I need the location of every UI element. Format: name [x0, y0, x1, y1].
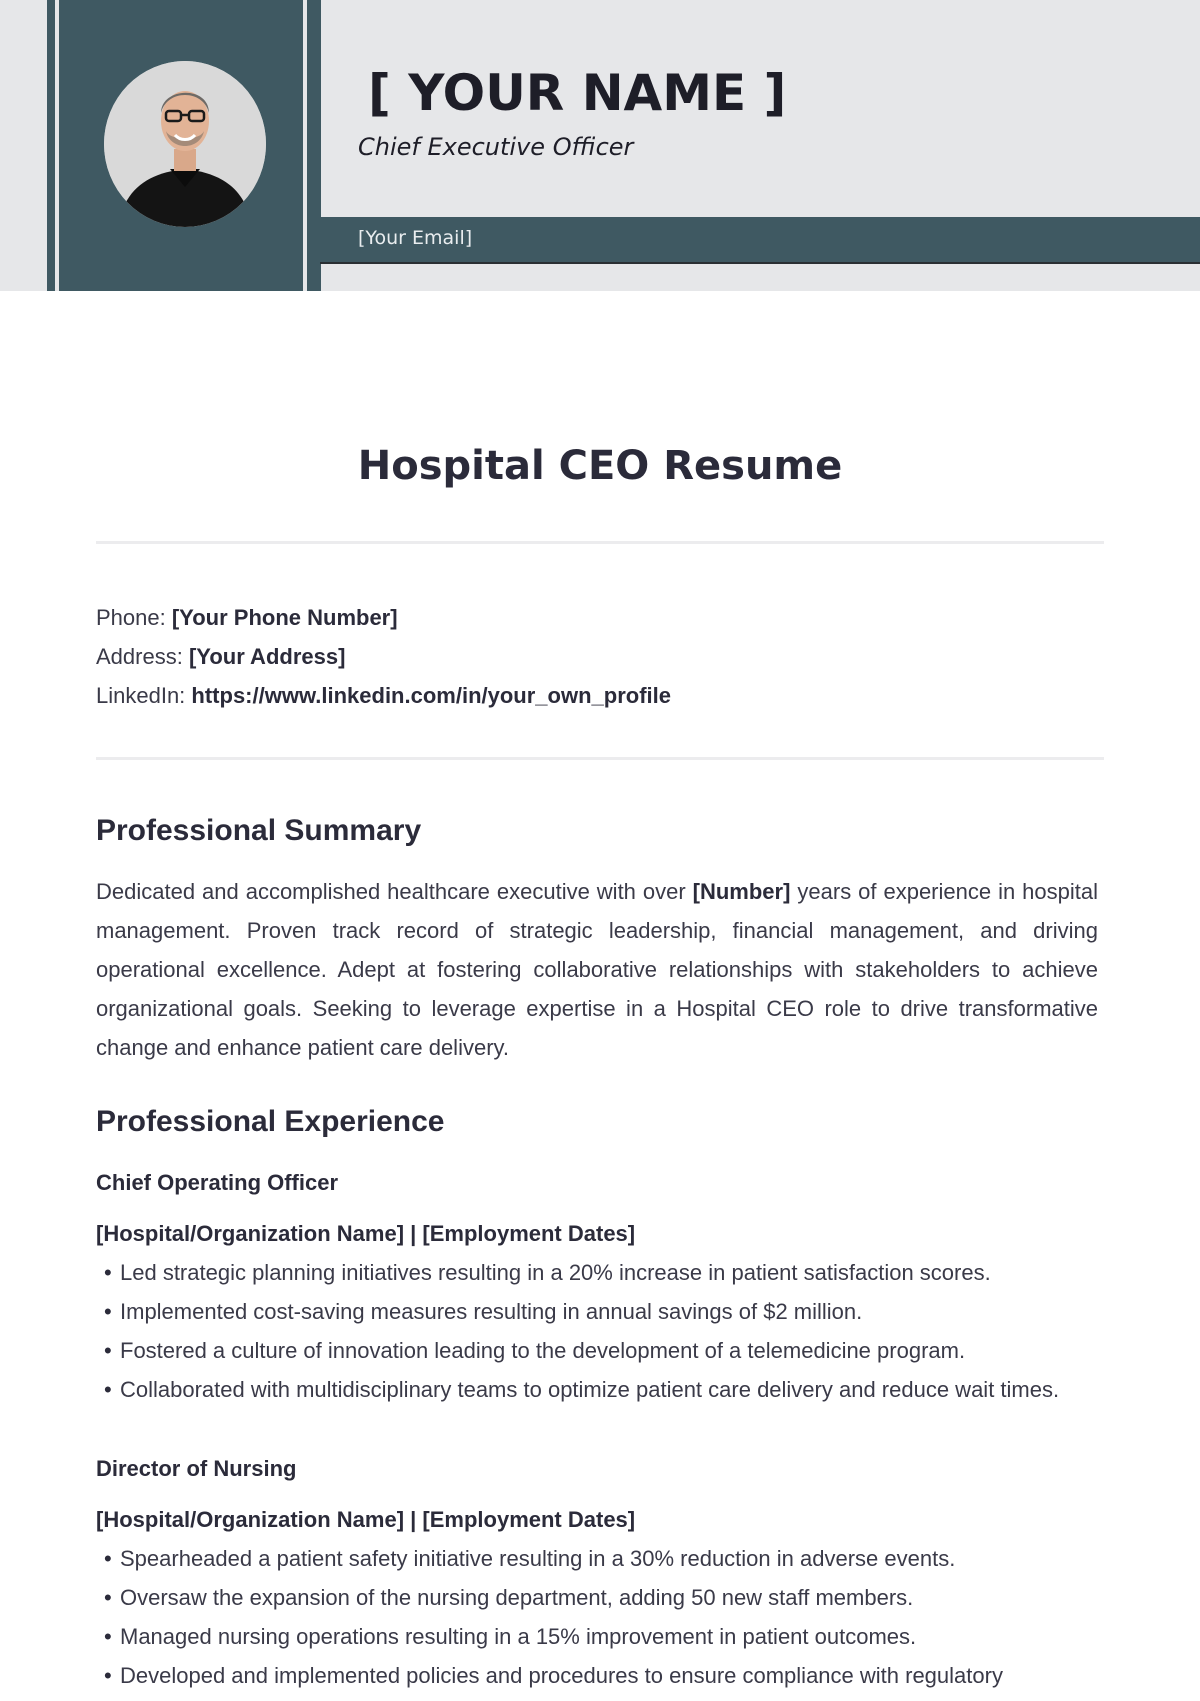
bullet-item: • Collaborated with multidisciplinary teams to optimize patient care delivery and reduce wait times. [96, 1370, 1106, 1409]
bullet-item: • Led strategic planning initiatives resulting in a 20% increase in patient satisfaction scores. [96, 1253, 1106, 1292]
bullet-item: • Implemented cost-saving measures resulting in annual savings of $2 million. [96, 1292, 1106, 1331]
resume-header [0, 0, 1200, 291]
job-organization: [Hospital/Organization Name] | [Employment Dates] [96, 1221, 636, 1246]
job-organization: [Hospital/Organization Name] | [Employment Dates] [96, 1507, 636, 1532]
contact-phone [96, 598, 671, 637]
bullet-item: • Managed nursing operations resulting in a 15% improvement in patient outcomes. [96, 1617, 1106, 1656]
summary-text [96, 872, 1098, 1067]
resume-name: [ YOUR NAME ] [368, 64, 787, 122]
contact-block [96, 598, 671, 715]
bullet-item: • Fostered a culture of innovation leading to the development of a telemedicine program. [96, 1331, 1106, 1370]
job-title: Chief Operating Officer [96, 1170, 339, 1195]
document-title: Hospital CEO Resume [357, 443, 843, 489]
email-text: [Your Email] [358, 227, 473, 249]
contact-address [96, 637, 671, 676]
address-value: [Your Address] [188, 644, 346, 669]
summary-heading: Professional Summary [96, 814, 422, 847]
job-title: Director of Nursing [96, 1456, 297, 1481]
address-label: Address: [96, 644, 183, 669]
experience-heading: Professional Experience [96, 1105, 445, 1138]
bullet-item: • Developed and implemented policies and procedures to ensure compliance with regulatory [96, 1656, 1106, 1695]
summary-number: [Number] [692, 879, 791, 904]
phone-value: [Your Phone Number] [171, 605, 398, 630]
contact-linkedin [96, 676, 671, 715]
job-entry [96, 1163, 1106, 1409]
linkedin-value: https://www.linkedin.com/in/your_own_profile [191, 683, 671, 708]
bullet-item: • Oversaw the expansion of the nursing department, adding 50 new staff members. [96, 1578, 1106, 1617]
sidebar-divider-left [55, 0, 59, 291]
summary-text-before: Dedicated and accomplished healthcare executive with over [96, 879, 693, 904]
sidebar-divider-right [303, 0, 307, 291]
email-bar [320, 217, 1200, 264]
summary-text-after: years of experience in hospital management. Proven track record of strategic leadership, financial management, and driving operational excellence. Adept at fostering collaborative relationships with stakeholders to achieve organizational goals. Seeking to leverage expertise in a Hospital CEO role to drive transformative change and enhance patient care delivery. [96, 879, 1098, 1060]
job-bullets [96, 1539, 1106, 1695]
phone-label: Phone: [96, 605, 166, 630]
resume-role: Chief Executive Officer [358, 133, 634, 161]
job-entry [96, 1449, 1106, 1695]
divider-bottom [96, 757, 1104, 760]
divider-top [96, 541, 1104, 544]
bullet-item: • Spearheaded a patient safety initiative resulting in a 30% reduction in adverse events. [96, 1539, 1106, 1578]
avatar-person-icon [104, 61, 266, 227]
linkedin-label: LinkedIn: [96, 683, 186, 708]
profile-photo [104, 61, 266, 227]
job-bullets [96, 1253, 1106, 1409]
